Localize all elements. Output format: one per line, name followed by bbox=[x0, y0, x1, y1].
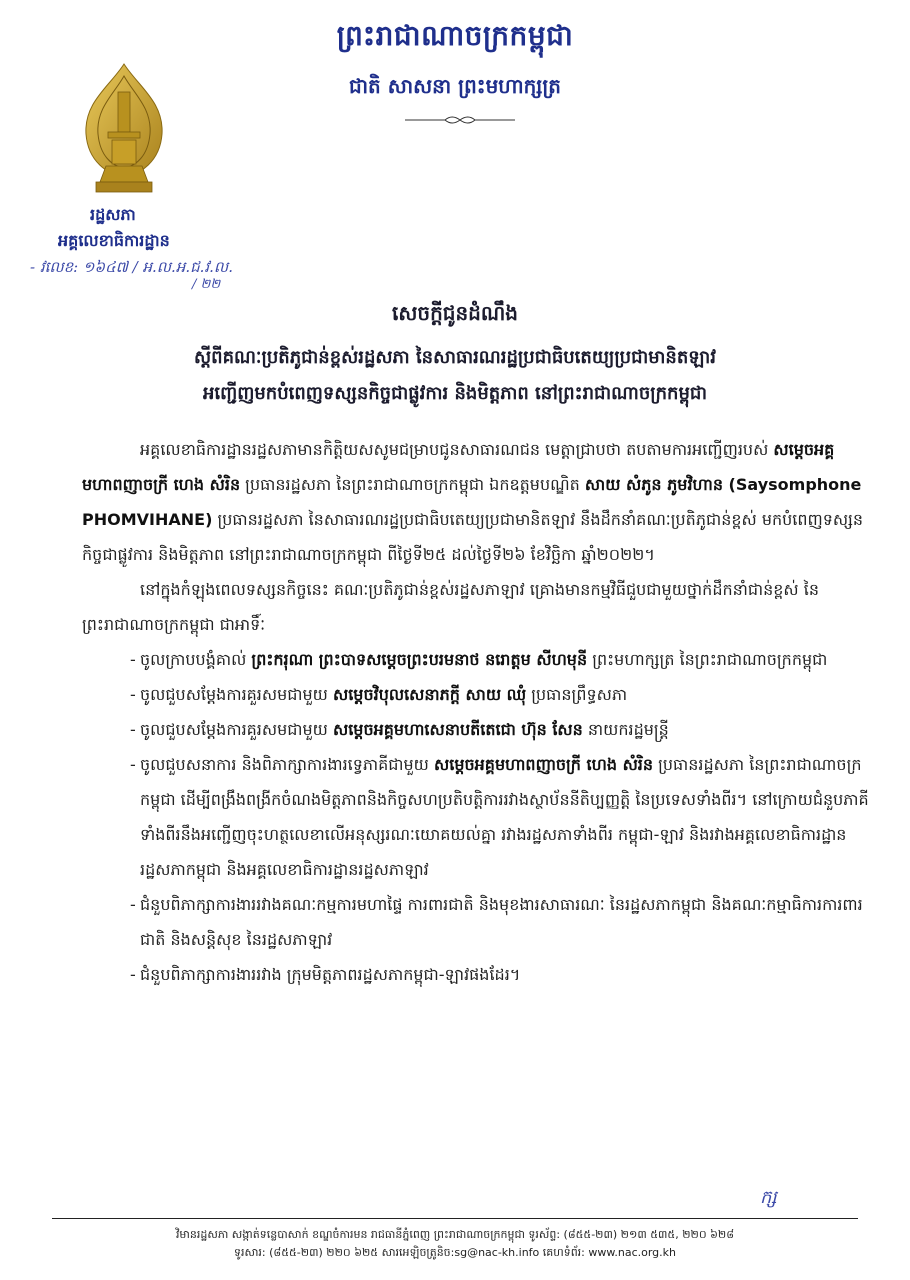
intro-name-president: សម្តេចអគ្គមហាពញាចក្រី ហេង សំរិន bbox=[82, 440, 835, 494]
intro-text-a: អគ្គលេខាធិការដ្ឋានរដ្ឋសភាមានកិត្តិយសសូមជម្រាបជូនសាធារណជន មេត្តាជ្រាបថា តបតាមការអញ្ជើញរបស់ bbox=[140, 440, 774, 459]
kingdom-name: ព្រះរាជាណាចក្រកម្ពុជា bbox=[336, 19, 574, 52]
item-text: ជំនួបពិភាក្សាការងាររវាងគណៈកម្មការមហាផ្ទៃ ការពារជាតិ និងមុខងារសាធារណៈ នៃរដ្ឋសភាកម្ពុជា និងគណៈកម្មាធិការការពារជាតិ និងសន្តិសុខ នៃរដ្ឋសភាឡាវ bbox=[140, 895, 863, 949]
footer-contact bbox=[0, 1226, 910, 1262]
footer-divider bbox=[52, 1218, 858, 1219]
item-name: សម្តេចអគ្គមហាសេនាបតីតេជោ ហ៊ុន សែន bbox=[332, 720, 583, 739]
title-subject-line-1: ស្តីពីគណៈប្រតិភូជាន់ខ្ពស់រដ្ឋសភា នៃសាធារណរដ្ឋប្រជាធិបតេយ្យប្រជាមានិតឡាវ bbox=[194, 347, 716, 368]
document-title bbox=[40, 300, 870, 412]
paragraph-program: នៅក្នុងកំឡុងពេលទស្សនកិច្ចនេះ គណៈប្រតិភូជាន់ខ្ពស់រដ្ឋសភាឡាវ គ្រោងមានកម្មវិធីជួបជាមួយថ្នាក់ដឹកនាំជាន់ខ្ពស់ នៃព្រះរាជាណាចក្រកម្ពុជា ជាអាទិ៍ៈ bbox=[82, 580, 819, 634]
list-item: - ចូលក្រាបបង្គំគាល់ ព្រះករុណា ព្រះបាទសម្តេចព្រះបរមនាថ នរោត្តម សីហមុនី ព្រះមហាក្សត្រ នៃព្រះរាជាណាចក្រកម្ពុជា bbox=[130, 650, 828, 669]
item-name: សម្តេចវិបុលសេនាភក្តី សាយ ឈុំ bbox=[332, 685, 527, 704]
list-item: - ចូលជួបសនាការ និងពិភាក្សាការងារទ្វេភាគីជាមួយ សម្តេចអគ្គមហាពញាចក្រី ហេង សំរិន ប្រធានរដ្ឋសភា នៃព្រះរាជាណាចក្រកម្ពុជា ដើម្បីពង្រឹងពង្រីកចំណងមិត្តភាពនិងកិច្ចសហប្រតិបត្តិការរវាងស្ថាប័ននីតិប្បញ្ញត្តិ នៃប្រទេសទាំងពីរ។ នៅក្រោយជំនួបភាគីទាំងពីរនឹងអញ្ជើញចុះហត្ថលេខាលើអនុស្សរណៈយោគយល់គ្នា រវាងរដ្ឋសភាទាំងពីរ កម្ពុជា-ឡាវ និងរវាងអគ្គលេខាធិការដ្ឋានរដ្ឋសភាកម្ពុជា និងអគ្គលេខាធិការដ្ឋានរដ្ឋសភាឡាវ bbox=[130, 755, 869, 879]
national-motto: ជាតិ សាសនា ព្រះមហាក្សត្រ bbox=[349, 74, 561, 98]
organization-name: រដ្ឋសភា bbox=[90, 205, 136, 224]
paragraph-intro bbox=[82, 432, 870, 572]
item-text-tail: ប្រធានរដ្ឋសភា នៃព្រះរាជាណាចក្រកម្ពុជា ដើម្បីពង្រឹងពង្រីកចំណងមិត្តភាពនិងកិច្ចសហប្រតិបត្តិការរវាងស្ថាប័ននីតិប្បញ្ញត្តិ នៃប្រទេសទាំងពីរ។ នៅក្រោយជំនួបភាគីទាំងពីរនឹងអញ្ជើញចុះហត្ថលេខាលើអនុស្សរណៈយោគយល់គ្នា រវាងរដ្ឋសភាទាំងពីរ កម្ពុជា-ឡាវ និងរវាងអគ្គលេខាធិការដ្ឋានរដ្ឋសភាកម្ពុជា និងអគ្គលេខាធិការដ្ឋានរដ្ឋសភាឡាវ bbox=[140, 755, 869, 879]
intro-text-c: ប្រធានរដ្ឋសភា នៃព្រះរាជាណាចក្រកម្ពុជា ឯកឧត្តមបណ្ឌិត bbox=[240, 475, 585, 494]
handwritten-reference bbox=[30, 258, 233, 294]
issuing-organization bbox=[58, 202, 170, 254]
list-item: - ជំនួបពិភាក្សាការងាររវាងគណៈកម្មការមហាផ្ទៃ ការពារជាតិ និងមុខងារសាធារណៈ នៃរដ្ឋសភាកម្ពុជា និងគណៈកម្មាធិការការពារជាតិ និងសន្តិសុខ នៃរដ្ឋសភាឡាវ bbox=[130, 895, 863, 949]
handwritten-initials: ក្ស bbox=[760, 1187, 777, 1208]
list-item: - ចូលជួបសម្តែងការគួរសមជាមួយ សម្តេចវិបុលសេនាភក្តី សាយ ឈុំ ប្រធានព្រឹទ្ធសភា bbox=[130, 685, 628, 704]
ornament-divider-icon bbox=[405, 114, 515, 126]
letterhead bbox=[0, 18, 910, 103]
department-name: អគ្គលេខាធិការដ្ឋាន bbox=[58, 231, 170, 250]
item-text: ចូលជួបសនាការ និងពិភាក្សាការងារទ្វេភាគីជាមួយ bbox=[140, 755, 434, 774]
footer-address: វិមានរដ្ឋសភា សង្កាត់ទន្លេបាសាក់ ខណ្ឌចំការមន រាជធានីភ្នំពេញ ព្រះរាជាណាចក្រកម្ពុជា ទូរស័ព្ទ: (៨៥៥-២៣) ២១៣ ៥៣៥, ២២០ ៦២៨ bbox=[175, 1228, 735, 1241]
program-list bbox=[82, 642, 870, 992]
document-body bbox=[82, 432, 870, 992]
intro-text-e: ប្រធានរដ្ឋសភា នៃសាធារណរដ្ឋប្រជាធិបតេយ្យប្រជាមានិតឡាវ នឹងដឹកនាំគណៈប្រតិភូជាន់ខ្ពស់ មកបំពេញទស្សនកិច្ចជាផ្លូវការ និងមិត្តភាព នៅព្រះរាជាណាចក្រកម្ពុជា ពីថ្ងៃទី២៥ ដល់ថ្ងៃទី២៦ ខែវិច្ឆិកា ឆ្នាំ២០២២។ bbox=[82, 510, 864, 564]
list-item: - ជំនួបពិភាក្សាការងាររវាង ក្រុមមិត្តភាពរដ្ឋសភាកម្ពុជា-ឡាវផងដែរ។ bbox=[130, 965, 521, 984]
item-text-tail: នាយករដ្ឋមន្ត្រី bbox=[582, 720, 669, 739]
title-subject-line-2: អញ្ជើញមកបំពេញទស្សនកិច្ចជាផ្លូវការ និងមិត្តភាព នៅព្រះរាជាណាចក្រកម្ពុជា bbox=[202, 383, 708, 404]
item-text: ចូលក្រាបបង្គំគាល់ bbox=[140, 650, 252, 669]
reference-year: / ២២ bbox=[192, 277, 221, 292]
title-heading: សេចក្តីជូនដំណឹង bbox=[392, 301, 518, 325]
list-item: - ចូលជួបសម្តែងការគួរសមជាមួយ សម្តេចអគ្គមហាសេនាបតីតេជោ ហ៊ុន សែន នាយករដ្ឋមន្ត្រី bbox=[130, 720, 669, 739]
item-name: ព្រះករុណា ព្រះបាទសម្តេចព្រះបរមនាថ នរោត្តម សីហមុនី bbox=[251, 650, 588, 669]
item-text-tail: ព្រះមហាក្សត្រ នៃព្រះរាជាណាចក្រកម្ពុជា bbox=[587, 650, 828, 669]
reference-number: - វលេខ: ១៦៤៧ / អ.ល.អ.ជ.វ.ល. bbox=[30, 258, 233, 276]
footer-contact-info: ទូរសារ: (៨៥៥-២៣) ២២០ ៦២៥ សារអេឡិចត្រូនិច:sg@nac-kh.info គេហទំព័រ: www.nac.org.kh bbox=[233, 1246, 676, 1259]
item-text: ចូលជួបសម្តែងការគួរសមជាមួយ bbox=[140, 720, 333, 739]
item-text-tail: ប្រធានព្រឹទ្ធសភា bbox=[526, 685, 628, 704]
item-text: ចូលជួបសម្តែងការគួរសមជាមួយ bbox=[140, 685, 333, 704]
intro-name-guest: សាយ សំភូន ភូមវិហាន (Saysomphone PHOMVIHANE) bbox=[82, 475, 862, 529]
item-text: ជំនួបពិភាក្សាការងាររវាង ក្រុមមិត្តភាពរដ្ឋសភាកម្ពុជា-ឡាវផងដែរ។ bbox=[140, 965, 521, 984]
item-name: សម្តេចអគ្គមហាពញាចក្រី ហេង សំរិន bbox=[434, 755, 654, 774]
